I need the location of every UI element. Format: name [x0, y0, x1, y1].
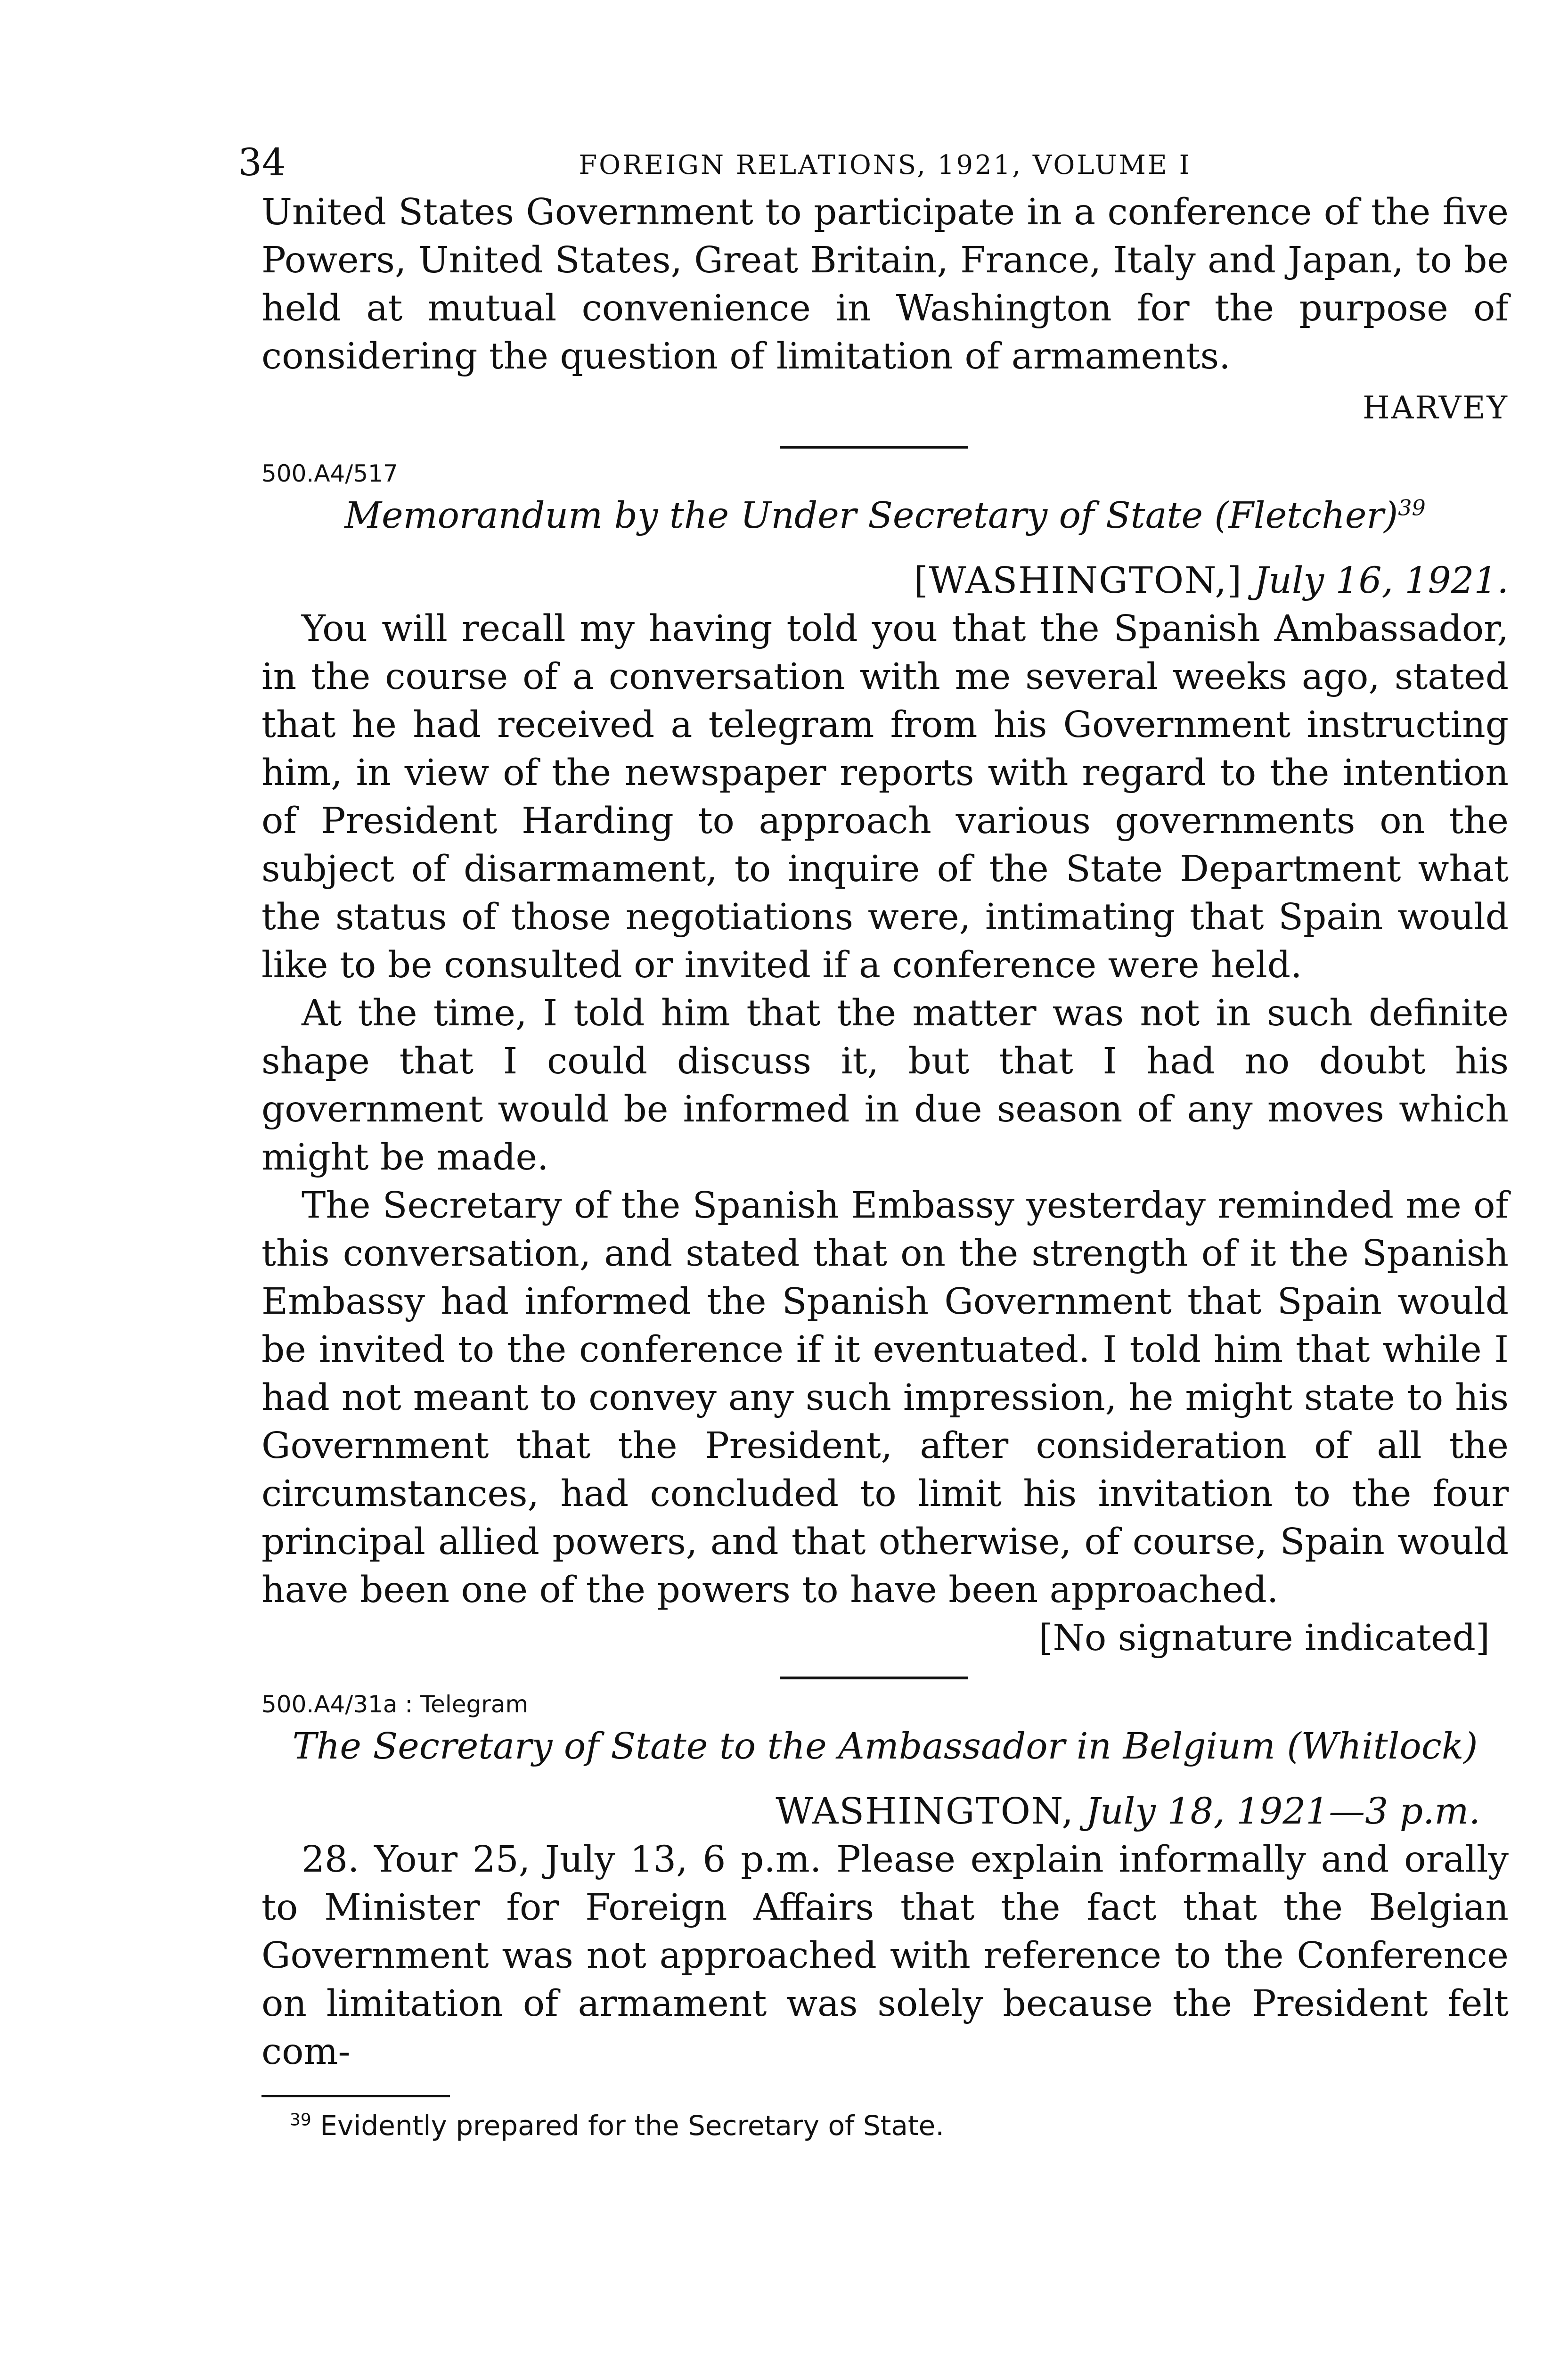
- file-number-1: 500.A4/517: [261, 460, 398, 487]
- memo-paragraph-2: At the time, I told him that the matter was not in such definite shape that I could discuss it, but that I had no doubt his government would be informed in due season of any moves which might be made.: [261, 992, 1509, 1178]
- dateline-1-place: [WASHINGTON,]: [914, 560, 1243, 602]
- document-page: [238, 137, 1509, 2144]
- dateline-2-place: WASHINGTON,: [776, 1791, 1074, 1832]
- memo-paragraph-3: The Secretary of the Spanish Embassy yesterday reminded me of this conversation, and stated that on the strength of it the Spanish Embassy had informed the Spanish Government that Spain would be invited to the conference if it eventuated. I told him that while I had not meant to convey any such impression, he might state to his Government that the President, after consideration of all the circumstances, had concluded to limit his invitation to the four principal allied powers, and that otherwise, of course, Spain would have been one of the powers to have been approached.: [261, 1185, 1509, 1611]
- document-title-2-paren: (Whitlock): [1287, 1726, 1478, 1767]
- page-number: 34: [238, 140, 286, 184]
- dateline-1: [261, 557, 1509, 605]
- footnote: [290, 2107, 1509, 2144]
- footnote-ref: 39: [1398, 495, 1426, 521]
- signature-harvey: HARVEY: [1363, 390, 1509, 426]
- page-header: [238, 137, 1509, 188]
- footnote-marker: 39: [290, 2110, 311, 2130]
- document-title-1-text: Memorandum by the Under Secretary of State (Fletcher): [344, 495, 1398, 537]
- dateline-2: [261, 1788, 1509, 1836]
- section-divider: [261, 432, 1509, 460]
- dateline-2-date: July 18, 1921—3 p.m.: [1086, 1791, 1480, 1832]
- section-divider: [261, 1662, 1509, 1691]
- memo-paragraph-1: You will recall my having told you that the Spanish Ambassador, in the course of a conversation with me several weeks ago, stated that he had received a telegram from his Government instructing him, in view of the newspaper reports with regard to the intention of President Harding to approach various governments on the subject of disarmament, to inquire of the State Department what the status of those negotiations were, intimating that Spain would like to be consulted or invited if a conference were held.: [261, 608, 1509, 986]
- dateline-1-date: July 16, 1921.: [1254, 560, 1509, 602]
- footnote-rule: [261, 2095, 450, 2097]
- running-title: FOREIGN RELATIONS, 1921, VOLUME I: [579, 150, 1192, 180]
- signature-note: [No signature indicated]: [1038, 1617, 1490, 1659]
- divider-rule: [780, 446, 968, 449]
- document-title-2: [261, 1723, 1509, 1771]
- telegram-paragraph: 28. Your 25, July 13, 6 p.m. Please explain informally and orally to Minister for Foreign Affairs that the fact that the Belgian Government was not approached with reference to the Conference on limitation of armament was solely because the President felt com-: [261, 1839, 1509, 2073]
- divider-rule: [780, 1677, 968, 1679]
- footnote-text: Evidently prepared for the Secretary of State.: [320, 2110, 944, 2142]
- continuation-paragraph: United States Government to participate in a conference of the five Powers, United States, Great Britain, France, Italy and Japan, to be held at mutual convenience in Washington for the purpose of considering the question of limitation of armaments.: [261, 191, 1509, 377]
- document-title-1: [261, 492, 1509, 540]
- document-title-2-text: The Secretary of State to the Ambassador in Belgium: [292, 1726, 1275, 1767]
- file-number-2: 500.A4/31a : Telegram: [261, 1691, 529, 1718]
